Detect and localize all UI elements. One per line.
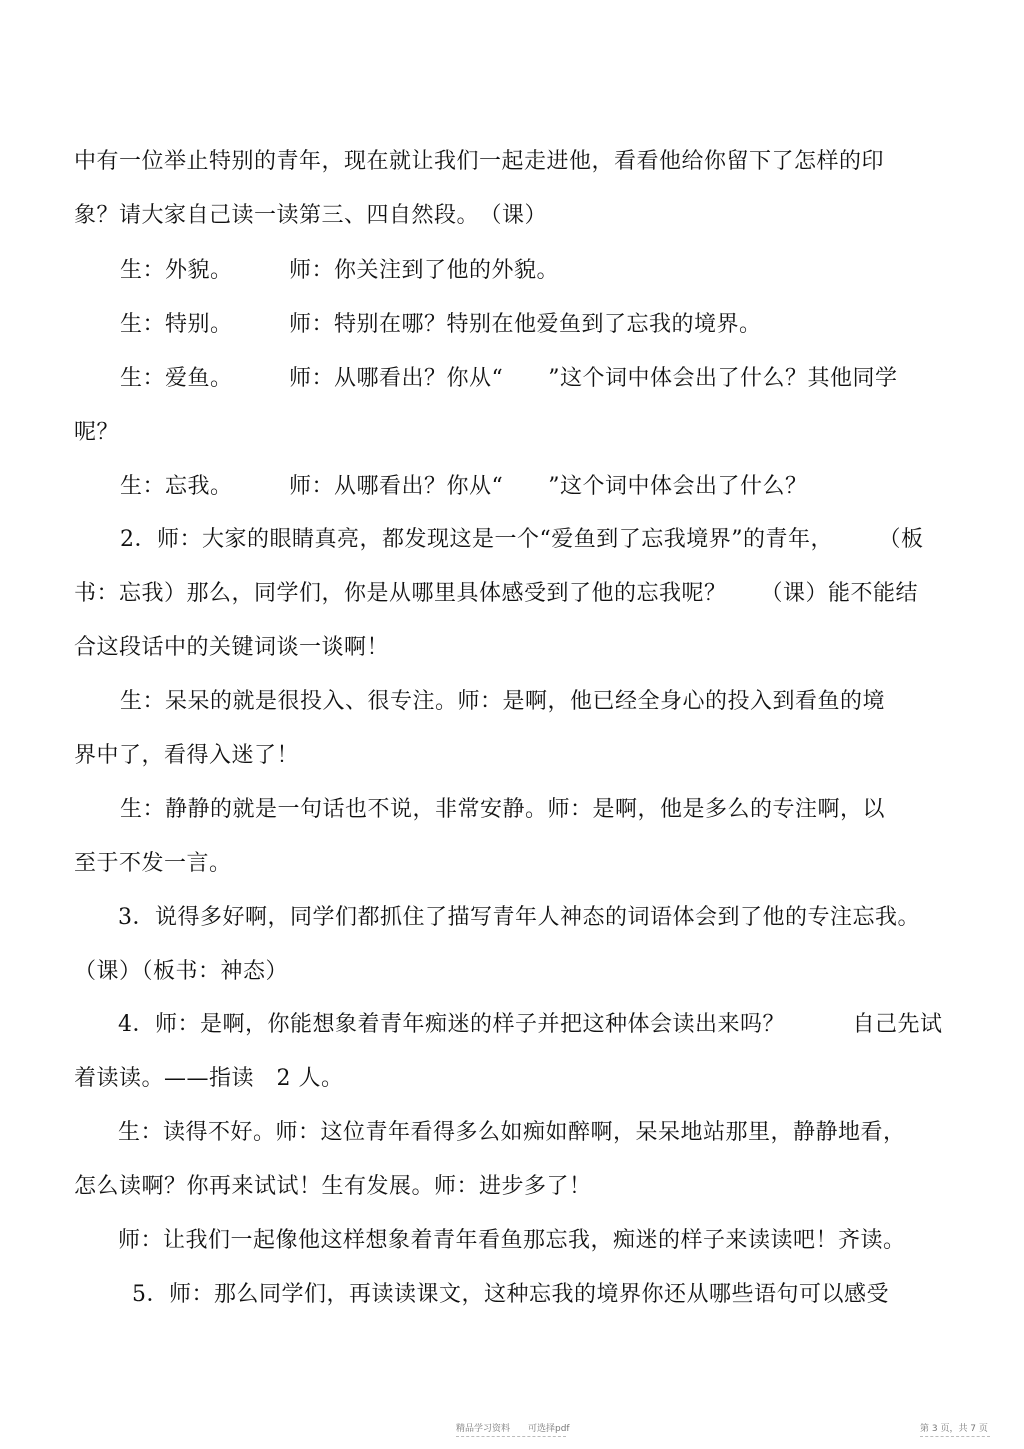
text-line-13: 生：静静的就是一句话也不说，非常安静。师：是啊，他是多么的专注啊，以 bbox=[120, 797, 886, 822]
text-line-15: 3．说得多好啊，同学们都抓住了描写青年人神态的词语体会到了他的专注忘我。 bbox=[118, 905, 920, 930]
text-line-21: 师：让我们一起像他这样想象着青年看鱼那忘我，痴迷的样子来读读吧！齐读。 bbox=[118, 1228, 906, 1253]
text-line-12: 界中了，看得入迷了！ bbox=[74, 743, 300, 768]
text-line-11: 生：呆呆的就是很投入、很专注。师：是啊，他已经全身心的投入到看鱼的境 bbox=[120, 689, 886, 714]
footer-page-number: 第 3 页，共 7 页 bbox=[920, 1424, 988, 1434]
footer-watermark-text: 精品学习资料 可选择pdf bbox=[456, 1424, 570, 1434]
footer-dotted-line-right bbox=[920, 1436, 990, 1437]
text-line-4: 生：特别。 师：特别在哪？特别在他爱鱼到了忘我的境界。 bbox=[120, 312, 762, 337]
text-line-22: 5．师：那么同学们，再读读课文，这种忘我的境界你还从哪些语句可以感受 bbox=[132, 1282, 889, 1307]
text-line-14: 至于不发一言。 bbox=[74, 851, 232, 876]
text-line-7: 生：忘我。 师：从哪看出？你从“ ”这个词中体会出了什么？ bbox=[120, 474, 808, 499]
text-line-3: 生：外貌。 师：你关注到了他的外貌。 bbox=[120, 258, 560, 283]
text-line-19: 生：读得不好。师：这位青年看得多么如痴如醉啊，呆呆地站那里，静静地看， bbox=[118, 1120, 906, 1145]
text-line-8: 2．师：大家的眼睛真亮，都发现这是一个“爱鱼到了忘我境界”的青年， （板 bbox=[120, 527, 924, 552]
text-line-5: 生：爱鱼。 师：从哪看出？你从“ ”这个词中体会出了什么？其他同学 bbox=[120, 366, 898, 391]
footer-dotted-line-left bbox=[456, 1436, 566, 1437]
text-line-17: 4．师：是啊，你能想象着青年痴迷的样子并把这种体会读出来吗？ 自己先试 bbox=[118, 1012, 943, 1037]
text-line-10: 合这段话中的关键词谈一谈啊！ bbox=[74, 635, 390, 660]
text-line-6: 呢？ bbox=[74, 420, 120, 445]
text-line-16: （课）（板书：神态） bbox=[74, 959, 289, 984]
text-line-1: 中有一位举止特别的青年，现在就让我们一起走进他，看看他给你留下了怎样的印 bbox=[74, 149, 885, 174]
text-line-9: 书：忘我）那么，同学们，你是从哪里具体感受到了他的忘我呢？ （课）能不能结 bbox=[74, 581, 919, 606]
text-line-20: 怎么读啊？你再来试试！生有发展。师：进步多了！ bbox=[74, 1174, 592, 1199]
text-line-18: 着读读。——指读 2 人。 bbox=[74, 1066, 344, 1091]
text-line-2: 象？请大家自己读一读第三、四自然段。 （课） bbox=[74, 203, 548, 228]
